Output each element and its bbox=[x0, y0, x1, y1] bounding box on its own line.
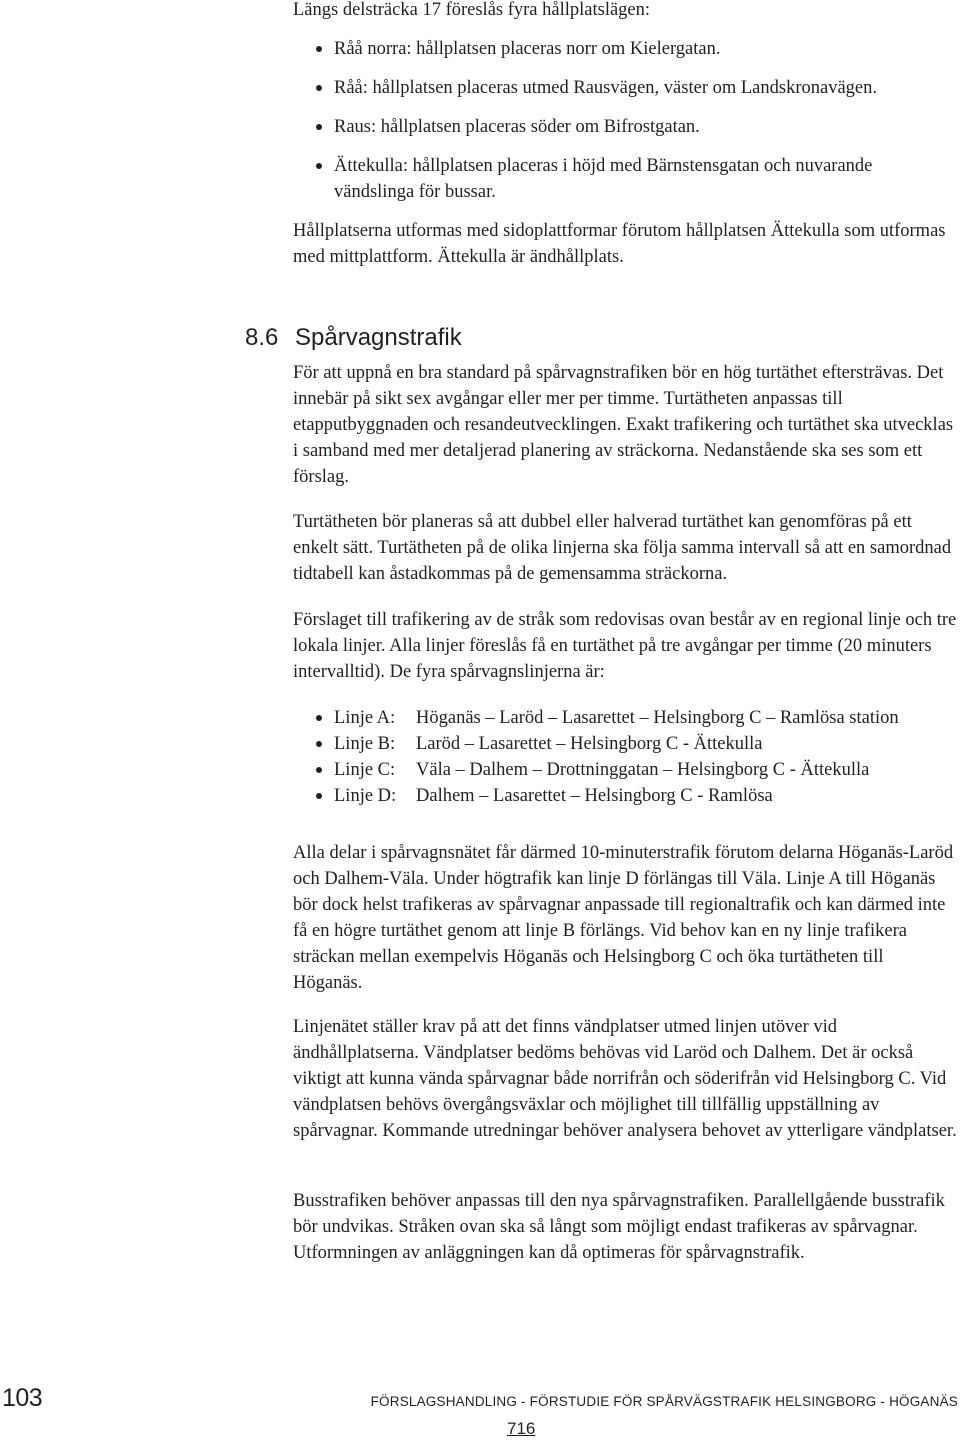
bullet-icon bbox=[316, 163, 322, 169]
list-item bbox=[293, 757, 960, 783]
list-item bbox=[293, 705, 960, 731]
paragraph-3: Förslaget till trafikering av de stråk som redovisas ovan består av en regional linje och tre lokala linjer. Alla linjer föreslås få en turtäthet på tre avgångar per timme (20 minuters intervalltid). De fyra spårvagnslinjerna är: bbox=[293, 610, 957, 682]
bullet-icon bbox=[316, 715, 322, 721]
tram-line-list bbox=[293, 705, 960, 809]
stop-list bbox=[293, 36, 957, 205]
line-route: Höganäs – Laröd – Lasarettet – Helsingborg C – Ramlösa station bbox=[416, 708, 899, 728]
list-item bbox=[293, 36, 957, 62]
paragraph-5: Linjenätet ställer krav på att det finns vändplatser utmed linjen utöver vid ändhållplatserna. Vändplatser bedöms behövas vid Laröd och Dalhem. Det är också viktigt att kunna vända spårvagnar både norrifrån och söderifrån vid Helsingborg C. Vid vändplatsen behövs övergångsväxlar och möjlighet till tillfällig uppställning av spårvagnar. Kommande utredningar behöver analysera behovet av ytterligare vändplatser. bbox=[293, 1017, 957, 1141]
line-route: Laröd – Lasarettet – Helsingborg C - Ättekulla bbox=[416, 734, 763, 754]
bullet-icon bbox=[316, 85, 322, 91]
list-item bbox=[293, 114, 957, 140]
list-item-text: Ättekulla: hållplatsen placeras i höjd med Bärnstensgatan och nuvarande vändslinga för bussar. bbox=[334, 156, 873, 202]
list-item-text: Råå: hållplatsen placeras utmed Rausvägen, väster om Landskronavägen. bbox=[334, 78, 877, 98]
stops-note: Hållplatserna utformas med sidoplattformar förutom hållplatsen Ättekulla som utformas med mittplattform. Ättekulla är ändhållplats. bbox=[293, 221, 946, 267]
paragraph-6: Busstrafiken behöver anpassas till den nya spårvagnstrafiken. Parallellgående busstrafik bör undvikas. Stråken ovan ska så långt som möjligt endast trafikeras av spårvagnar. Utformningen av anläggningen kan då optimeras för spårvagnstrafik. bbox=[293, 1191, 945, 1263]
paragraph-1: För att uppnå en bra standard på spårvagnstrafiken bör en hög turtäthet eftersträvas. Det innebär på sikt sex avgångar eller mer per timme. Turtätheten anpassas till etapputbyggnaden och resandeutvecklingen. Exakt trafikering och turtäthet ska utvecklas i samband med mer detaljerad planering av sträckorna. Nedanstående ska ses som ett förslag. bbox=[293, 363, 954, 487]
paragraph-4: Alla delar i spårvagnsnätet får därmed 10-minuterstrafik förutom delarna Höganäs-Laröd och Dalhem-Väla. Under högtrafik kan linje D förlängas till Väla. Linje A till Höganäs bör dock helst trafikeras av spårvagnar anpassade till regionaltrafik och kan därmed inte få en högre turtäthet genom att linje B förlängs. Vid behov kan en ny linje trafikera sträckan mellan exempelvis Höganäs och Helsingborg C och öka turtätheten till Höganäs. bbox=[293, 843, 954, 993]
list-item bbox=[293, 153, 957, 205]
sheet-number: 716 bbox=[507, 1419, 536, 1438]
page-number: 103 bbox=[2, 1384, 43, 1412]
line-route: Dalhem – Lasarettet – Helsingborg C - Ramlösa bbox=[416, 786, 773, 806]
bullet-icon bbox=[316, 741, 322, 747]
section-number: 8.6 bbox=[245, 324, 279, 351]
bullet-icon bbox=[316, 793, 322, 799]
stop-list-block bbox=[293, 36, 957, 218]
line-label: Linje D: bbox=[334, 786, 397, 806]
line-label: Linje C: bbox=[334, 760, 396, 780]
list-item-text: Råå norra: hållplatsen placeras norr om Kielergatan. bbox=[334, 39, 721, 59]
list-item bbox=[293, 731, 960, 757]
paragraph-2: Turtätheten bör planeras så att dubbel eller halverad turtäthet kan genomföras på ett enkelt sätt. Turtätheten på de olika linjerna ska följa samma intervall så att en samordnad tidtabell kan åstadkommas på de gemensamma sträckorna. bbox=[293, 512, 952, 584]
document-title: FÖRSLAGSHANDLING - FÖRSTUDIE FÖR SPÅRVÄGSTRAFIK HELSINGBORG - HÖGANÄS bbox=[370, 1394, 958, 1409]
bullet-icon bbox=[316, 46, 322, 52]
list-item-text: Raus: hållplatsen placeras söder om Bifrostgatan. bbox=[334, 117, 700, 137]
line-route: Väla – Dalhem – Drottninggatan – Helsingborg C - Ättekulla bbox=[416, 760, 870, 780]
section-title: Spårvagnstrafik bbox=[295, 324, 462, 351]
intro-line: Längs delsträcka 17 föreslås fyra hållplatslägen: bbox=[293, 0, 651, 20]
tram-line-list-block bbox=[293, 705, 960, 809]
bullet-icon bbox=[316, 124, 322, 130]
section-heading bbox=[245, 323, 462, 353]
list-item bbox=[293, 75, 957, 101]
bullet-icon bbox=[316, 767, 322, 773]
line-label: Linje A: bbox=[334, 708, 396, 728]
list-item bbox=[293, 783, 960, 809]
line-label: Linje B: bbox=[334, 734, 396, 754]
